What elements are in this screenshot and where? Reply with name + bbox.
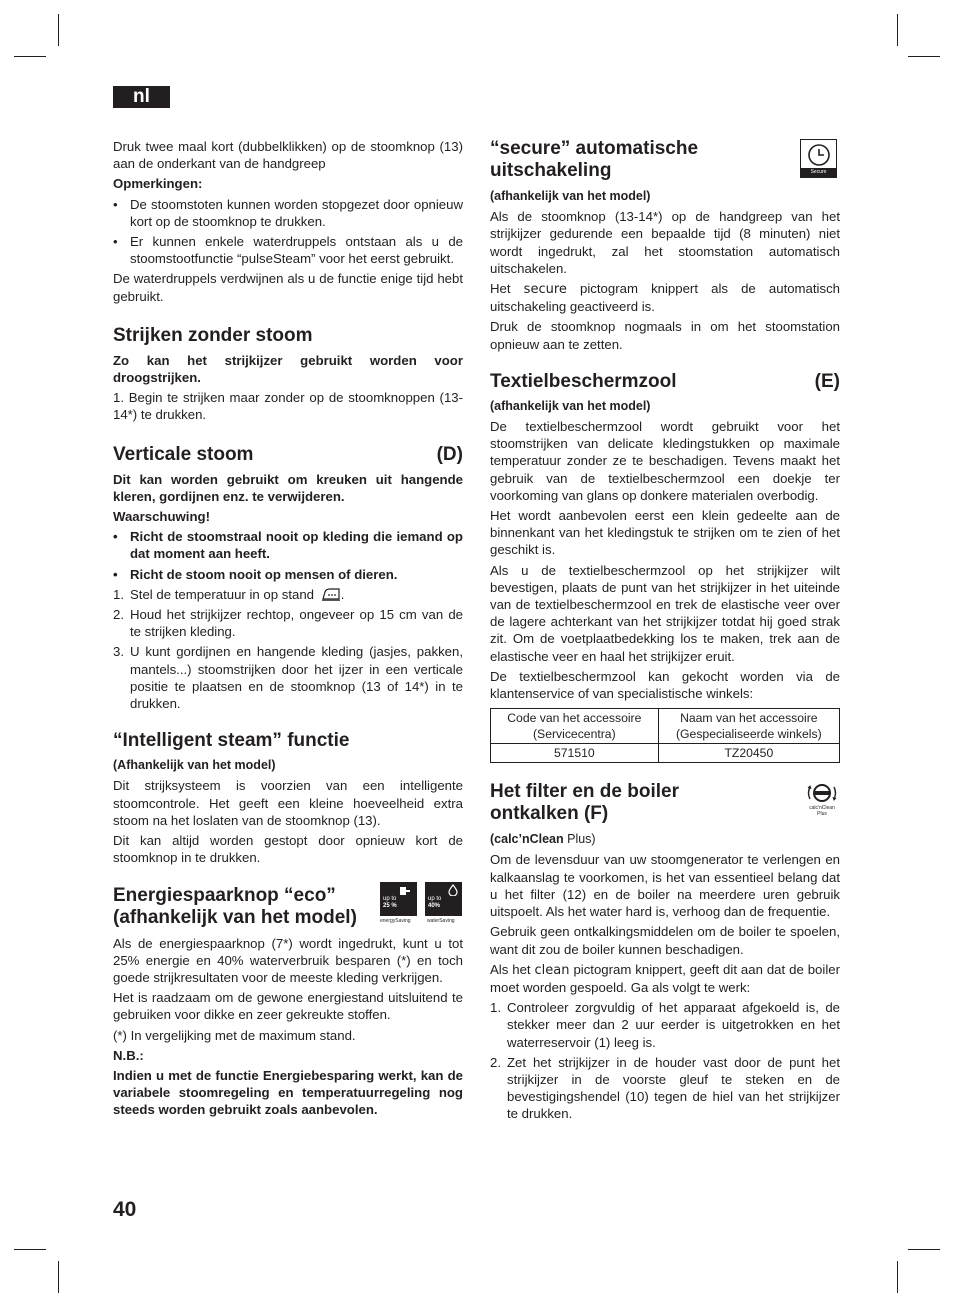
table-cell: TZ20450	[658, 744, 839, 763]
paragraph: Als de stoomknop (13-14*) op de handgreep van het strijkijzer gedurende een bepaalde tijd (8 minuten) niet wordt ingedrukt, zal het stoomstation automatisch uitschakelen.	[490, 209, 840, 276]
section-subtitle: (Afhankelijk van het model)	[113, 758, 276, 773]
list-item: • Richt de stoomstraal nooit op kleding die iemand op dat moment aan heeft.	[113, 529, 463, 562]
eco-header	[113, 885, 463, 929]
list-item: 2. Houd het strijkijzer rechtop, ongeveer op 15 cm van de te strijken kleding.	[113, 607, 463, 640]
page-number: 40	[113, 1198, 137, 1221]
intro-paragraph-2: De waterdruppels verdwijnen als u de functie enige tijd hebt gebruikt.	[113, 271, 463, 304]
warning-list	[113, 528, 463, 583]
secure-icon-label: Secure	[801, 168, 836, 177]
list-item: 3. U kunt gordijnen en hangende kleding (jasjes, pakken, mantels...) stoomstrijken door het ijzer in een verticale positie te plaatsen en de stoomknop (13 of 14*) in te drukken.	[113, 644, 463, 712]
table-header-cell: Naam van het accessoire (Gespecialiseerde winkels)	[658, 709, 839, 744]
intro-paragraph: Druk twee maal kort (dubbelklikken) op de stoomknop (13) aan de onderkant van de handgreep	[113, 139, 463, 172]
list-item: 2. Zet het strijkijzer in de houder vast door de punt het strijkijzer in de voorste gleuf te steken en de bevestigingshendel (10) tegen de hiel van het strijkijzer te drukken.	[490, 1054, 840, 1122]
paragraph: Druk de stoomknop nogmaals in om het stoomstation opnieuw aan te zetten.	[490, 319, 840, 352]
paragraph: Om de levensduur van uw stoomgenerator te verlengen en kalkaanslag te voorkomen, is het van essentieel belang dat u het filter (12) en de boiler na meerdere uren gebruik uitspoelt. Als het water hard is, verhoog dan de frequentie.	[490, 852, 840, 920]
paragraph: Als het clean pictogram knippert, geeft dit aan dat de boiler moet worden gespoeld. Ga als volgt te werk:	[490, 961, 840, 995]
paragraph: De textielbeschermzool kan gekocht worden via de klantenservice of van specialistische winkels:	[490, 668, 840, 702]
remarks-list	[113, 196, 463, 268]
section-title-intelligent-steam: “Intelligent steam” functie	[113, 730, 350, 752]
paragraph: Als de energiespaarknop (7*) wordt ingedrukt, kunt u tot 25% energie en 40% waterverbruik besparen (*) en toch goede strijkresultaten voor de meeste kleding verkrijgen.	[113, 935, 463, 985]
section-subtitle: (afhankelijk van het model)	[490, 398, 651, 413]
vertical-steps	[113, 586, 463, 712]
paragraph: Het secure pictogram knippert als de automatisch uitschakeling geactiveerd is.	[490, 281, 840, 315]
iron-temperature-icon	[321, 587, 341, 601]
table-row	[491, 744, 840, 763]
list-item: • De stoomstoten kunnen worden stopgezet door opnieuw kort op de stoomknop te drukken.	[113, 196, 463, 229]
water-saving-icon: up to 40% waterSaving	[425, 882, 462, 916]
section-title-eco: Energiespaarknop “eco” (afhankelijk van het model)	[113, 884, 357, 928]
paragraph: Dit kan altijd worden gestopt door opnieuw kort de stoomknop in te drukken.	[113, 833, 463, 866]
table-cell: 571510	[491, 744, 659, 763]
energy-saving-icon: up to 25 % energySaving	[380, 882, 417, 916]
paragraph: Het is raadzaam om de gewone energiestand uitsluitend te gebruiken voor dikke en zeer gekreukte stoffen.	[113, 990, 463, 1023]
crop-mark	[897, 14, 898, 46]
section-title-secure: “secure” automatische uitschakeling	[490, 138, 699, 181]
crop-mark	[58, 1261, 59, 1293]
section-title-vertical: Verticale stoom (D)	[113, 443, 463, 465]
crop-mark	[897, 1261, 898, 1293]
section-title-no-steam: Strijken zonder stoom	[113, 324, 313, 346]
step-text: 1. Begin te strijken maar zonder op de stoomknoppen (13-14*) te drukken.	[113, 390, 463, 423]
table-row	[491, 709, 840, 744]
paragraph: Dit strijksysteem is voorzien van een intelligente stoomcontrole. Het geeft een kleine hoeveelheid extra stoom na het loslaten van de stoomknop (13).	[113, 778, 463, 828]
list-item: • Er kunnen enkele waterdruppels ontstaan als u de stoomstootfunctie “pulseSteam” voor het eerst gebruikt.	[113, 234, 463, 267]
nb-text: Indien u met de functie Energiebesparing werkt, kan de variabele stoomregeling en temperatuurregeling nog steeds worden gebruikt zoals aanbevolen.	[113, 1067, 463, 1118]
paragraph: Als u de textielbeschermzool op het strijkijzer wilt bevestigen, plaats de punt van het strijkijzer in het uiteinde van de textielbeschermzool en trek de elastische veer over de lagere achterkant van het strijkijzer totdat hij goed strak zit. Om de voetplaatbedekking los te maken, trek aan de elastische veer en haal het strijkijzer eruit.	[490, 562, 840, 664]
language-tab-label: nl	[133, 86, 150, 107]
calc-clean-icon-label: calc'nClean Plus	[809, 805, 835, 818]
crop-mark	[14, 56, 46, 57]
nb-label: N.B.:	[113, 1047, 144, 1063]
section-lead: Dit kan worden gebruikt om kreuken uit hangende kleren, gordijnen enz. te verwijderen.	[113, 471, 463, 504]
paragraph: (*) In vergelijking met de maximum stand.	[113, 1027, 356, 1043]
list-item: 1. Stel de temperatuur in op stand .	[113, 586, 345, 602]
crop-mark	[908, 1249, 940, 1250]
list-item: 1. Controleer zorgvuldig of het apparaat afgekoeld is, de stekker meer dan 2 uur eerder is uitgetrokken en het waterreservoir (1) leeg is.	[490, 1000, 840, 1050]
section-subtitle: (calc’nClean Plus)	[490, 832, 596, 847]
left-column	[113, 138, 463, 1122]
section-lead: Zo kan het strijkijzer gebruikt worden voor droogstrijken.	[113, 352, 463, 386]
crop-mark	[908, 56, 940, 57]
language-tab	[113, 86, 170, 108]
paragraph: Gebruik geen ontkalkingsmiddelen om de boiler te spoelen, want dit zou de boiler kunnen beschadigen.	[490, 924, 840, 957]
list-item: • Richt de stoom nooit op mensen of dieren.	[113, 566, 398, 582]
paragraph: De textielbeschermzool wordt gebruikt voor het stoomstrijken van delicate kledingstukken op maximale temperatuur zonder ze te beschadigen. Tevens maakt het gebruik van de textielbeschermzool een doekje ter voorkoming van glans op donkere materialen overbodig.	[490, 419, 840, 503]
accessory-table	[490, 708, 840, 763]
calc-clean-icon	[802, 781, 842, 819]
section-title-textile: Textielbeschermzool (E)	[490, 370, 840, 392]
warning-label: Waarschuwing!	[113, 509, 210, 525]
paragraph: Het wordt aanbevolen eerst een klein gedeelte aan de binnenkant van het kledingstuk te strijken om te zien of het geschikt is.	[490, 508, 840, 558]
right-column	[490, 138, 840, 1126]
crop-mark	[58, 14, 59, 46]
table-header-cell: Code van het accessoire (Servicecentra)	[491, 709, 659, 744]
filter-header	[490, 781, 840, 825]
filter-steps	[490, 999, 840, 1122]
secure-clock-icon	[800, 139, 837, 178]
section-subtitle: (afhankelijk van het model)	[490, 189, 651, 203]
remarks-label: Opmerkingen:	[113, 176, 203, 192]
crop-mark	[14, 1249, 46, 1250]
section-title-filter: Het filter en de boiler ontkalken (F)	[490, 781, 679, 825]
secure-header	[490, 138, 840, 182]
